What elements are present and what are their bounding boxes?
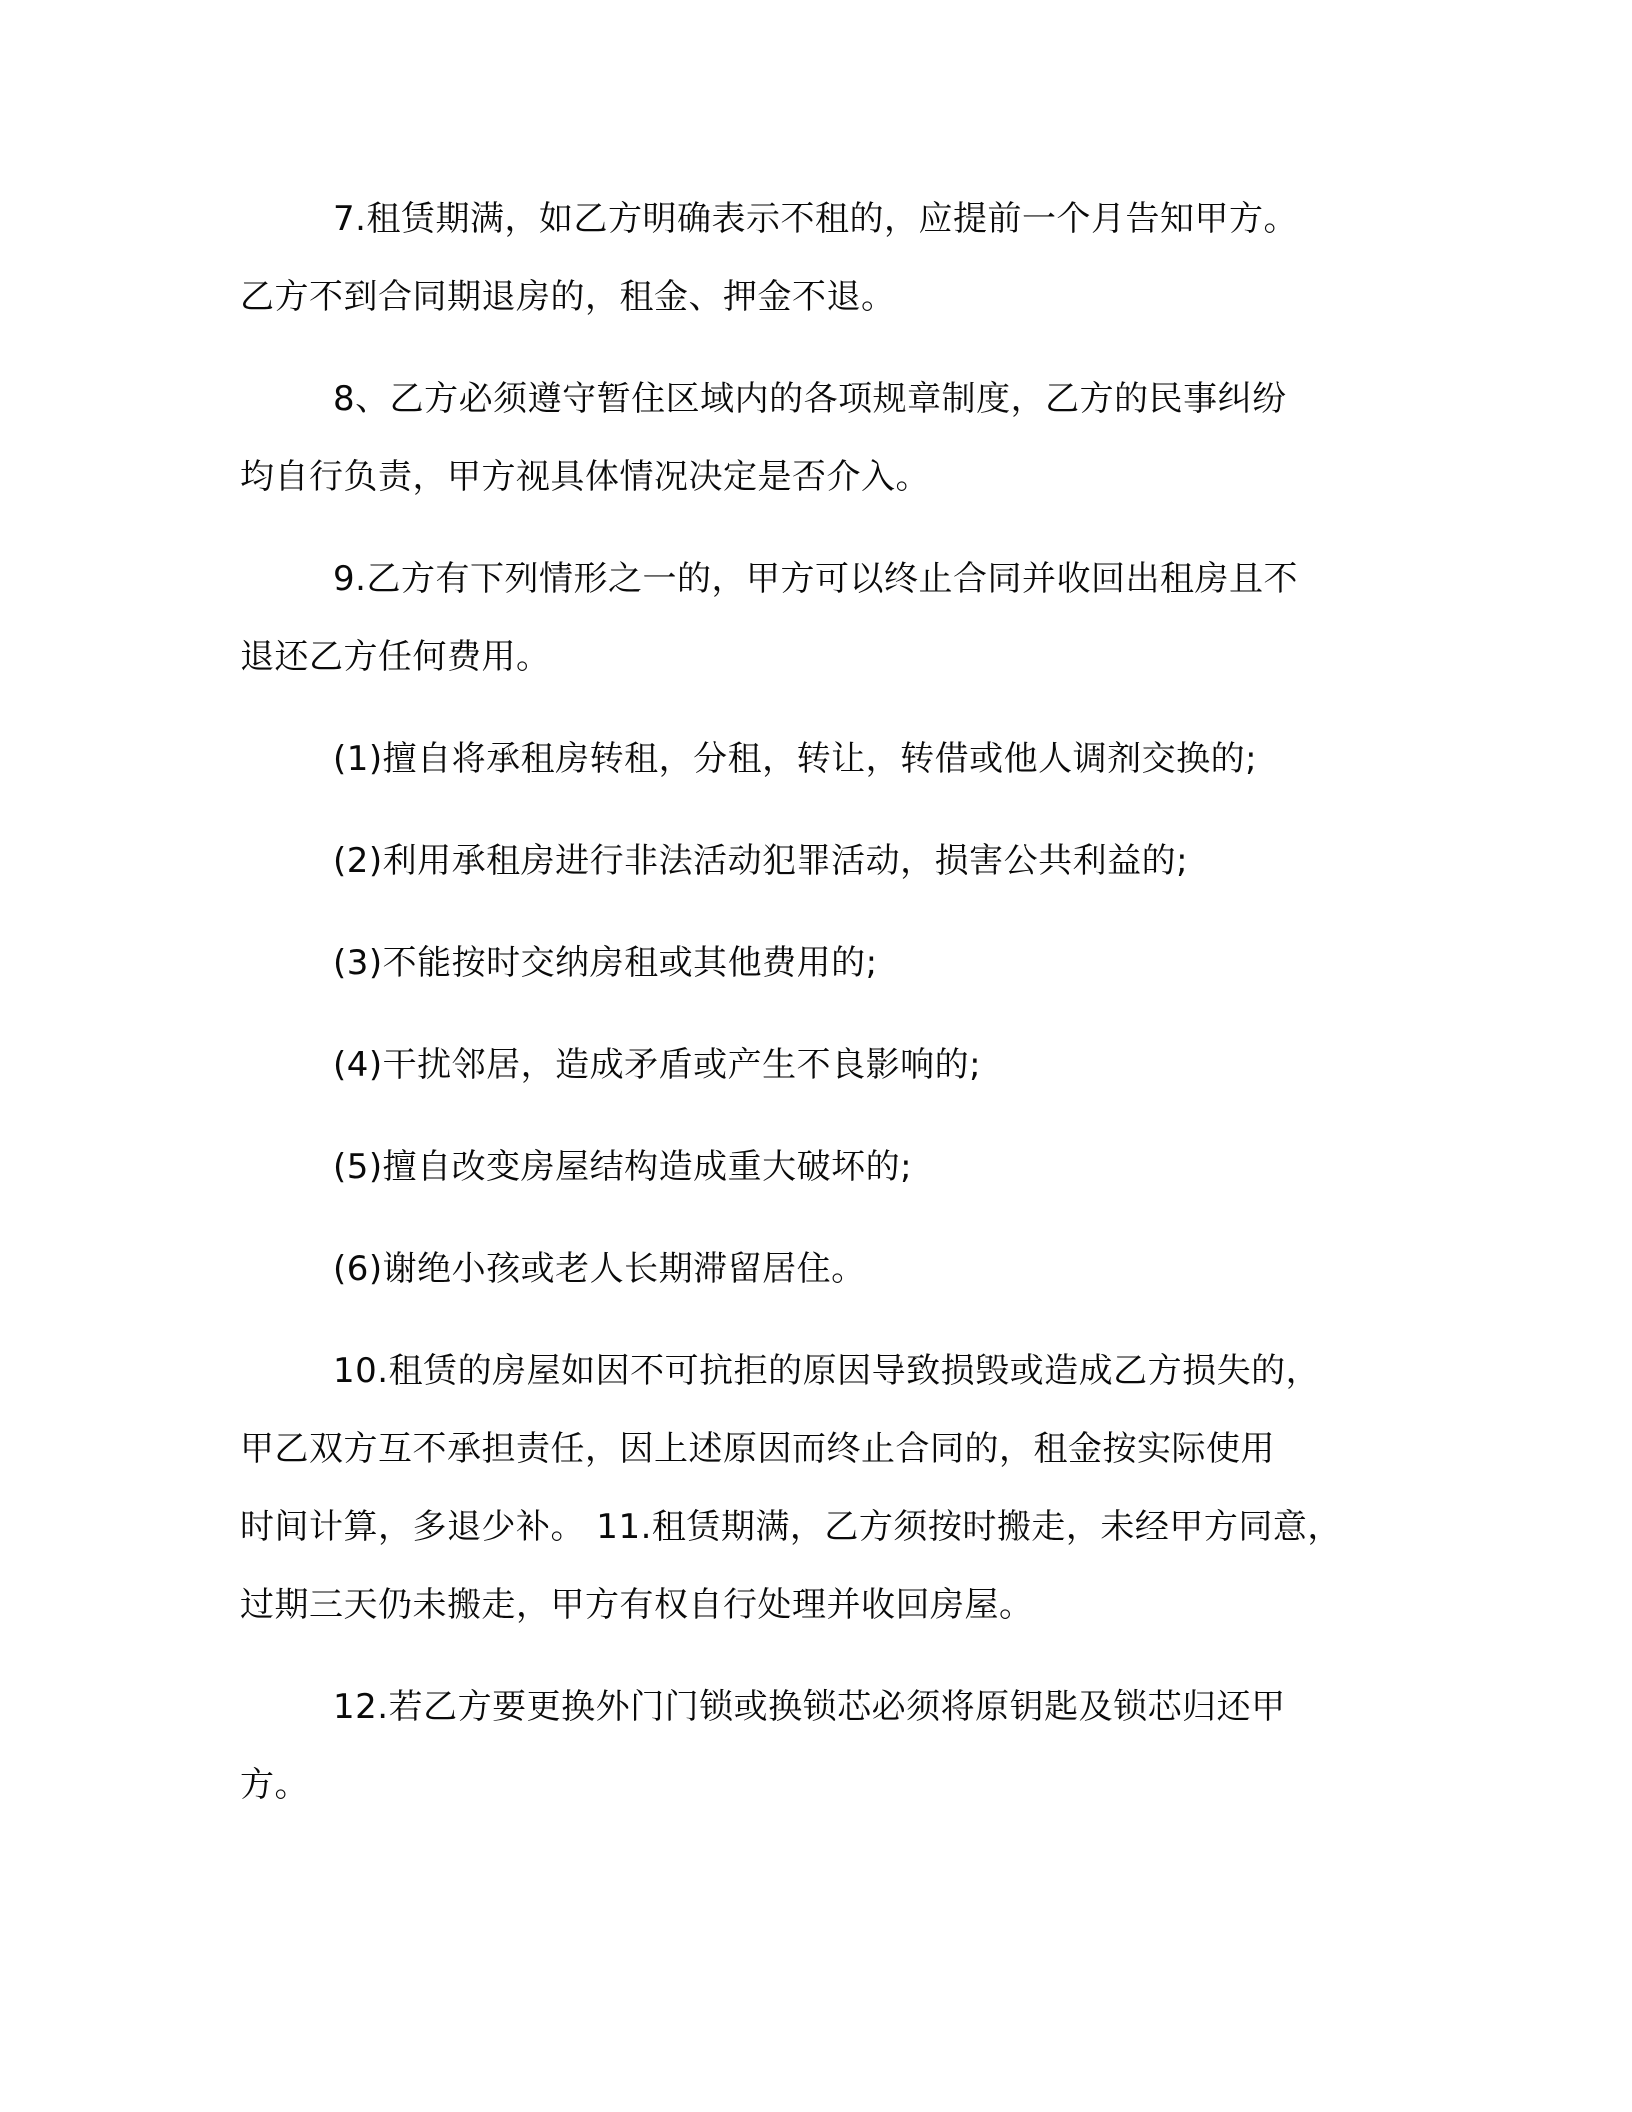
clause-9-item-5: (5)擅自改变房屋结构造成重大破坏的; (333, 1147, 913, 1187)
clause-9-item-6: (6)谢绝小孩或老人长期滞留居住。 (333, 1249, 866, 1289)
clause-8-line-1: 8、乙方必须遵守暂住区域内的各项规章制度，乙方的民事纠纷 (333, 379, 1287, 419)
clause-10-line-1: 10.租赁的房屋如因不可抗拒的原因导致损毁或造成乙方损失的， (333, 1351, 1321, 1391)
clause-12-line-1: 12.若乙方要更换外门门锁或换锁芯必须将原钥匙及锁芯归还甲 (333, 1687, 1286, 1727)
clause-9-item-3: (3)不能按时交纳房租或其他费用的; (333, 943, 878, 983)
clause-9-item-2: (2)利用承租房进行非法活动犯罪活动，损害公共利益的; (333, 841, 1189, 881)
clause-9-item-4: (4)干扰邻居，造成矛盾或产生不良影响的; (333, 1045, 982, 1085)
clause-8-line-2: 均自行负责，甲方视具体情况决定是否介入。 (240, 457, 930, 497)
clause-9-line-1: 9.乙方有下列情形之一的，甲方可以终止合同并收回出租房且不 (333, 559, 1298, 599)
clause-7-line-2: 乙方不到合同期退房的，租金、押金不退。 (240, 277, 896, 317)
clause-12-line-2: 方。 (240, 1765, 309, 1805)
clause-9-line-2: 退还乙方任何费用。 (240, 637, 551, 677)
clause-10-line-3: 时间计算，多退少补。 11.租赁期满，乙方须按时搬走，未经甲方同意， (240, 1507, 1342, 1547)
clause-9-item-1: (1)擅自将承租房转租，分租，转让，转借或他人调剂交换的; (333, 739, 1258, 779)
clause-11-line-2: 过期三天仍未搬走，甲方有权自行处理并收回房屋。 (240, 1585, 1034, 1625)
clause-7-line-1: 7.租赁期满，如乙方明确表示不租的，应提前一个月告知甲方。 (333, 199, 1298, 239)
clause-10-line-2: 甲乙双方互不承担责任，因上述原因而终止合同的，租金按实际使用 (240, 1429, 1275, 1469)
